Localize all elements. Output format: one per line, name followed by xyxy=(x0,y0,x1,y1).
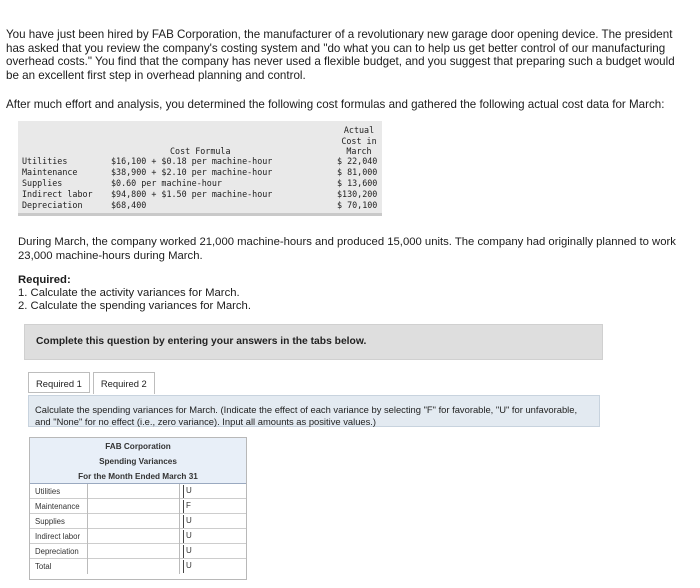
table-row xyxy=(30,484,246,499)
table-row: Supplies $0.60 per machine-hour $ 13,600 xyxy=(22,178,378,188)
required-section xyxy=(18,274,251,313)
row-label: Utilities xyxy=(30,484,88,499)
row-label: Total xyxy=(30,559,88,574)
row-label: Indirect labor xyxy=(30,529,88,544)
row-label: Supplies xyxy=(30,514,88,529)
spending-variance-worksheet xyxy=(29,437,247,580)
amount-input[interactable] xyxy=(88,529,180,544)
table-row xyxy=(30,499,246,514)
cost-formula-table xyxy=(18,121,382,216)
intro-lead: After much effort and analysis, you determined the following cost formulas and gathered the following actual cost data for March: xyxy=(6,98,665,111)
tab-required-2[interactable]: Required 2 xyxy=(93,372,155,394)
effect-select[interactable]: U xyxy=(180,544,246,559)
amount-input[interactable] xyxy=(88,544,180,559)
worksheet-title: Spending Variances xyxy=(99,457,177,466)
instructions-banner: Complete this question by entering your answers in the tabs below. xyxy=(24,324,603,360)
table-row: Depreciation $68,400 $ 70,100 xyxy=(22,200,378,210)
table-row: Utilities $16,100 + $0.18 per machine-hour $ 22,040 xyxy=(22,156,378,166)
problem-facts: During March, the company worked 21,000 machine-hours and produced 15,000 units. The company had originally planned to work 23,000 machine-hours during March. xyxy=(18,236,676,262)
row-label: Depreciation xyxy=(30,544,88,559)
required-item-2: 2. Calculate the spending variances for March. xyxy=(18,300,251,312)
required-item-1: 1. Calculate the activity variances for March. xyxy=(18,287,240,299)
table-row xyxy=(30,514,246,529)
amount-input[interactable] xyxy=(88,559,180,574)
effect-select[interactable]: U xyxy=(180,514,246,529)
amount-input[interactable] xyxy=(88,499,180,514)
amount-input[interactable] xyxy=(88,484,180,499)
effect-select[interactable]: F xyxy=(180,499,246,514)
effect-select[interactable]: U xyxy=(180,484,246,499)
table-row xyxy=(30,559,246,574)
worksheet-company: FAB Corporation xyxy=(105,442,171,451)
row-label: Maintenance xyxy=(30,499,88,514)
table-row xyxy=(30,544,246,559)
tab-required-1[interactable]: Required 1 xyxy=(28,372,90,393)
problem-intro: You have just been hired by FAB Corporation, the manufacturer of a revolutionary new garage door opening device. The president has asked that you review the company's costing system and "do what you can to help us get better control of our manufacturing overhead costs." You find that the company has never used a flexible budget, and you suggest that preparing such a budget would be an excellent first step in overhead planning and control. xyxy=(6,28,675,82)
amount-input[interactable] xyxy=(88,514,180,529)
actual-cost-header: Actual Cost in March xyxy=(341,125,377,156)
worksheet-header xyxy=(30,438,246,484)
required-title: Required: xyxy=(18,274,71,286)
effect-select[interactable]: U xyxy=(180,559,246,574)
effect-select[interactable]: U xyxy=(180,529,246,544)
cost-formula-header: Cost Formula xyxy=(170,146,231,156)
worksheet-period: For the Month Ended March 31 xyxy=(78,472,198,481)
tab-bar xyxy=(28,372,155,393)
table-row xyxy=(30,529,246,544)
table-row: Maintenance $38,900 + $2.10 per machine-hour $ 81,000 xyxy=(22,167,378,177)
question-instructions: Calculate the spending variances for March. (Indicate the effect of each variance by selecting "F" for favorable, "U" for unfavorable, and "None" for no effect (i.e., zero variance). Input all amounts as positive values.) xyxy=(28,395,600,427)
table-row: Indirect labor $94,800 + $1.50 per machine-hour $130,200 xyxy=(22,189,378,199)
